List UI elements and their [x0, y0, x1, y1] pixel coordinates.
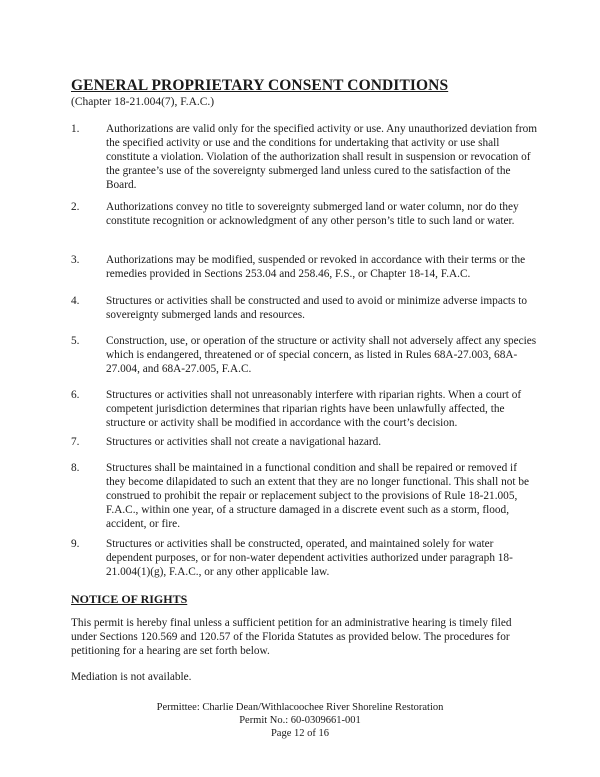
condition-number: 1.: [71, 123, 80, 135]
condition-text: Authorizations may be modified, suspended or revoked in accordance with their terms or the remedies provided in Sections 253.04 and 258.46, F.S., or Chapter 18-14, F.A.C.: [106, 254, 526, 280]
condition-text: Structures or activities shall be constructed, operated, and maintained solely for water dependent purposes, or for non-water dependent activities authorized under paragraph 18-21.004(1)(g), F.A.C., or any other applicable law.: [106, 538, 513, 578]
condition-number: 8.: [71, 462, 80, 474]
condition-text: Structures or activities shall be constructed and used to avoid or minimize adverse impacts to sovereignty submerged lands and resources.: [106, 295, 528, 321]
condition-text: Construction, use, or operation of the structure or activity shall not adversely affect any species which is endangered, threatened or of special concern, as listed in Rules 68A-27.003, 68A-27.004, and 68A-27.005, F.A.C.: [106, 335, 537, 375]
condition-text: Authorizations convey no title to sovereignty submerged land or water column, nor do they constitute recognition or acknowledgment of any other person’s title to such land or water.: [106, 201, 519, 227]
condition-text: Structures or activities shall not create a navigational hazard.: [106, 436, 382, 448]
condition-number: 2.: [71, 201, 80, 213]
condition-number: 4.: [71, 295, 80, 307]
condition-number: 9.: [71, 538, 80, 550]
condition-number: 5.: [71, 335, 80, 347]
mediation-paragraph: Mediation is not available.: [71, 671, 192, 683]
condition-text: Structures or activities shall not unreasonably interfere with riparian rights. When a court of competent jurisdiction determines that riparian rights have been unlawfully affected, the structure or activity shall be modified in accordance with the court’s decision.: [106, 389, 522, 429]
conditions-heading: GENERAL PROPRIETARY CONSENT CONDITIONS: [71, 77, 449, 94]
condition-number: 7.: [71, 436, 80, 448]
footer-permit-number: Permit No.: 60-0309661-001: [239, 715, 361, 726]
notice-of-rights-heading: NOTICE OF RIGHTS: [71, 592, 188, 606]
footer-permittee: Permittee: Charlie Dean/Withlacoochee River Shoreline Restoration: [156, 702, 444, 713]
condition-text: Structures shall be maintained in a functional condition and shall be repaired or removed if they become dilapidated to such an extent that they are no longer functional. This shall not be construed to prohibit the repair or replacement subject to the provisions of Rule 18-21.005, F.A.C., within one year, of a structure damaged in a discrete event such as a storm, flood, accident, or fire.: [106, 462, 529, 530]
condition-number: 6.: [71, 389, 80, 401]
condition-number: 3.: [71, 254, 80, 266]
condition-text: Authorizations are valid only for the specified activity or use. Any unauthorized deviation from the specified activity or use and the conditions for undertaking that activity or use shall constitute a violation. Violation of the authorization shall result in suspension or revocation of the grantee’s use of the sovereignty submerged land unless cured to the satisfaction of the Board.: [106, 123, 538, 191]
notice-paragraph: This permit is hereby final unless a sufficient petition for an administrative hearing is timely filed under Sections 120.569 and 120.57 of the Florida Statutes as provided below. The procedures for petitioning for a hearing are set forth below.: [71, 617, 512, 657]
conditions-subheading: (Chapter 18-21.004(7), F.A.C.): [71, 96, 215, 108]
footer-page-number: Page 12 of 16: [270, 728, 330, 739]
